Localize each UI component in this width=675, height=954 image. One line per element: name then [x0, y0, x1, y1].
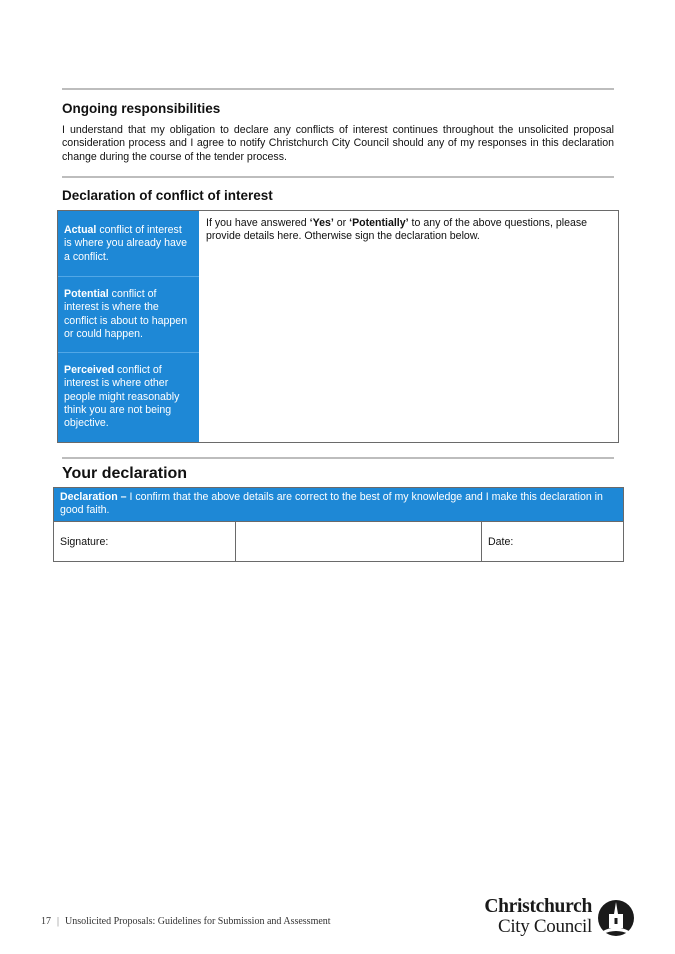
- declaration-heading: Your declaration: [62, 465, 188, 482]
- council-logo: [470, 896, 640, 942]
- definition-text: conflict of interest is where other people might reasonably think you are not being objective.: [64, 364, 180, 430]
- document-title: Unsolicited Proposals: Guidelines for Submission and Assessment: [65, 916, 331, 927]
- cell-divider: [481, 522, 482, 561]
- signature-row: [53, 521, 624, 562]
- definitions-column: [58, 211, 199, 442]
- conflict-table: [57, 210, 619, 443]
- details-field[interactable]: [206, 217, 616, 244]
- page-number: 17: [41, 916, 51, 927]
- definition-divider: [58, 276, 199, 277]
- logo-line1: Christchurch: [484, 896, 592, 917]
- declaration-statement: [53, 487, 624, 521]
- footer-separator: |: [57, 916, 60, 927]
- details-text-pre: If you have answered: [206, 217, 310, 229]
- declaration-divider: [62, 457, 614, 459]
- definition-term: Actual: [64, 224, 97, 236]
- definition-divider: [58, 352, 199, 353]
- definition-text: conflict of interest is where the conflict is about to happen or could happen.: [64, 288, 188, 340]
- definition-actual: [64, 224, 192, 264]
- definition-text: conflict of interest is where you already have a conflict.: [64, 224, 188, 263]
- definition-term: Perceived: [64, 364, 115, 376]
- logo-line2: City Council: [497, 916, 592, 937]
- signature-field[interactable]: [236, 522, 481, 561]
- definition-term: Potential: [64, 288, 109, 300]
- ongoing-body: I understand that my obligation to declare any conflicts of interest continues throughout the unsolicited proposal consideration process and I agree to notify Christchurch City Council should any of my responses in this declaration change during the course of the tender process.: [62, 124, 614, 163]
- conflict-heading: Declaration of conflict of interest: [62, 188, 273, 203]
- details-potentially: ‘Potentially’: [349, 217, 409, 229]
- declaration-bold: Declaration –: [60, 491, 127, 503]
- definition-perceived: [64, 364, 192, 430]
- declaration-body: I confirm that the above details are correct to the best of my knowledge and I make this declaration in good faith.: [60, 491, 603, 517]
- details-yes: ‘Yes’: [309, 217, 334, 229]
- declaration-text: [60, 491, 615, 518]
- details-text-post: to any of the above questions, please provide details here. Otherwise sign the declaration below.: [206, 217, 588, 243]
- signature-label: Signature:: [60, 536, 109, 548]
- conflict-divider: [62, 176, 614, 178]
- cathedral-icon: [597, 898, 635, 938]
- details-text-mid: or: [333, 217, 350, 229]
- definition-potential: [64, 288, 192, 341]
- top-divider: [62, 88, 614, 90]
- page-footer: [41, 916, 331, 927]
- date-label: Date:: [488, 536, 514, 548]
- ongoing-heading: Ongoing responsibilities: [62, 101, 221, 116]
